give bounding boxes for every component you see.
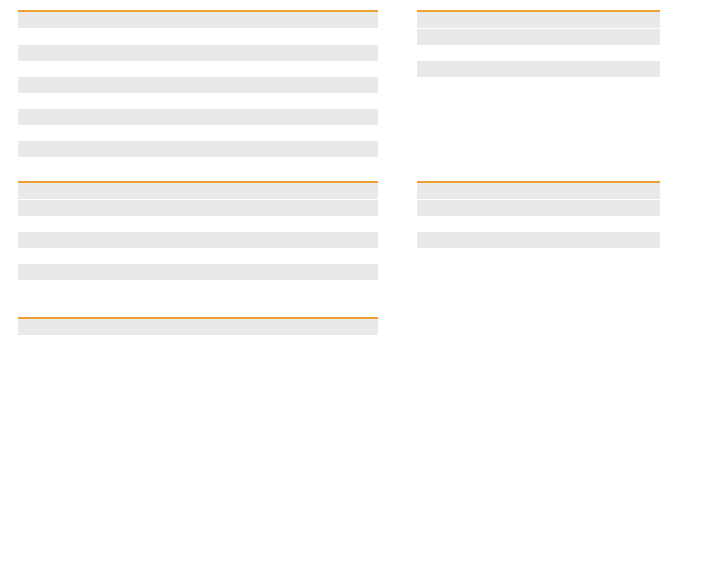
row-value xyxy=(336,125,378,141)
note-text xyxy=(18,280,378,296)
row-value xyxy=(168,264,210,280)
row-value xyxy=(168,93,210,109)
row-value xyxy=(210,109,252,125)
table-row xyxy=(18,216,378,232)
row-value xyxy=(567,29,660,45)
row-label xyxy=(18,45,168,61)
row-label xyxy=(18,61,168,77)
table-row xyxy=(18,93,378,109)
nmot-table xyxy=(18,200,378,296)
table-row xyxy=(18,45,378,61)
stc-title xyxy=(18,12,378,28)
row-value xyxy=(252,232,294,248)
temp-title xyxy=(417,12,660,28)
row-value xyxy=(252,264,294,280)
table-row xyxy=(417,232,660,248)
note-row xyxy=(18,141,378,157)
operating-title xyxy=(417,183,660,199)
row-value xyxy=(210,200,252,216)
row-value xyxy=(294,232,336,248)
row-value xyxy=(252,77,294,93)
row-label xyxy=(417,45,567,61)
row-value xyxy=(168,200,210,216)
row-value xyxy=(336,216,378,232)
row-value xyxy=(168,125,210,141)
row-label xyxy=(417,248,567,264)
row-value xyxy=(336,45,378,61)
table-row xyxy=(18,77,378,93)
row-label xyxy=(417,29,567,45)
row-value xyxy=(252,93,294,109)
row-value xyxy=(336,61,378,77)
row-label xyxy=(18,77,168,93)
row-value xyxy=(336,109,378,125)
row-value xyxy=(336,248,378,264)
table-row xyxy=(18,109,378,125)
row-value xyxy=(294,93,336,109)
row-label xyxy=(18,200,168,216)
table-row xyxy=(417,29,660,45)
row-value xyxy=(252,248,294,264)
row-value xyxy=(294,264,336,280)
row-value xyxy=(210,93,252,109)
table-row xyxy=(18,232,378,248)
row-value xyxy=(252,109,294,125)
note-row xyxy=(18,280,378,296)
row-value xyxy=(168,232,210,248)
row-value xyxy=(168,248,210,264)
row-value xyxy=(336,232,378,248)
row-value xyxy=(210,216,252,232)
row-value xyxy=(567,216,660,232)
stc-table xyxy=(18,29,378,157)
table-row xyxy=(417,216,660,232)
row-value xyxy=(252,61,294,77)
row-label xyxy=(18,248,168,264)
table-row xyxy=(417,77,660,93)
row-value xyxy=(252,45,294,61)
row-label xyxy=(417,200,567,216)
row-value xyxy=(210,77,252,93)
stc-model-label xyxy=(18,29,378,45)
row-label xyxy=(18,216,168,232)
row-value xyxy=(294,77,336,93)
row-value xyxy=(294,200,336,216)
row-value xyxy=(210,125,252,141)
row-value xyxy=(210,264,252,280)
row-value xyxy=(567,200,660,216)
row-value xyxy=(567,232,660,248)
row-label xyxy=(18,232,168,248)
row-value xyxy=(294,248,336,264)
row-value xyxy=(567,61,660,77)
row-value xyxy=(567,248,660,264)
table-row xyxy=(18,264,378,280)
row-value xyxy=(210,232,252,248)
nmot-title xyxy=(18,183,378,199)
row-value xyxy=(252,200,294,216)
row-value xyxy=(294,125,336,141)
row-value xyxy=(294,61,336,77)
table-row xyxy=(18,125,378,141)
note-text xyxy=(18,141,378,157)
row-value xyxy=(294,45,336,61)
row-label xyxy=(417,77,567,93)
row-value xyxy=(252,216,294,232)
row-value xyxy=(336,200,378,216)
row-value xyxy=(168,45,210,61)
row-label xyxy=(18,93,168,109)
row-value xyxy=(168,77,210,93)
row-value xyxy=(210,61,252,77)
row-value xyxy=(210,248,252,264)
table-row xyxy=(417,45,660,61)
row-value xyxy=(336,77,378,93)
table-row xyxy=(18,200,378,216)
table-row xyxy=(417,200,660,216)
mech-title xyxy=(18,319,378,335)
row-label xyxy=(417,61,567,77)
row-value xyxy=(168,109,210,125)
operating-table xyxy=(417,200,660,264)
row-value xyxy=(294,216,336,232)
row-value xyxy=(294,109,336,125)
row-value xyxy=(168,216,210,232)
table-row xyxy=(18,61,378,77)
row-value xyxy=(567,45,660,61)
row-label xyxy=(417,216,567,232)
row-label xyxy=(18,125,168,141)
row-value xyxy=(336,93,378,109)
row-value xyxy=(168,61,210,77)
row-value xyxy=(567,77,660,93)
table-row xyxy=(417,61,660,77)
row-value xyxy=(336,264,378,280)
temp-table xyxy=(417,29,660,93)
stc-model-row xyxy=(18,29,378,45)
table-row xyxy=(417,248,660,264)
row-value xyxy=(210,45,252,61)
row-label xyxy=(18,264,168,280)
row-label xyxy=(417,232,567,248)
table-row xyxy=(18,248,378,264)
row-value xyxy=(252,125,294,141)
row-label xyxy=(18,109,168,125)
